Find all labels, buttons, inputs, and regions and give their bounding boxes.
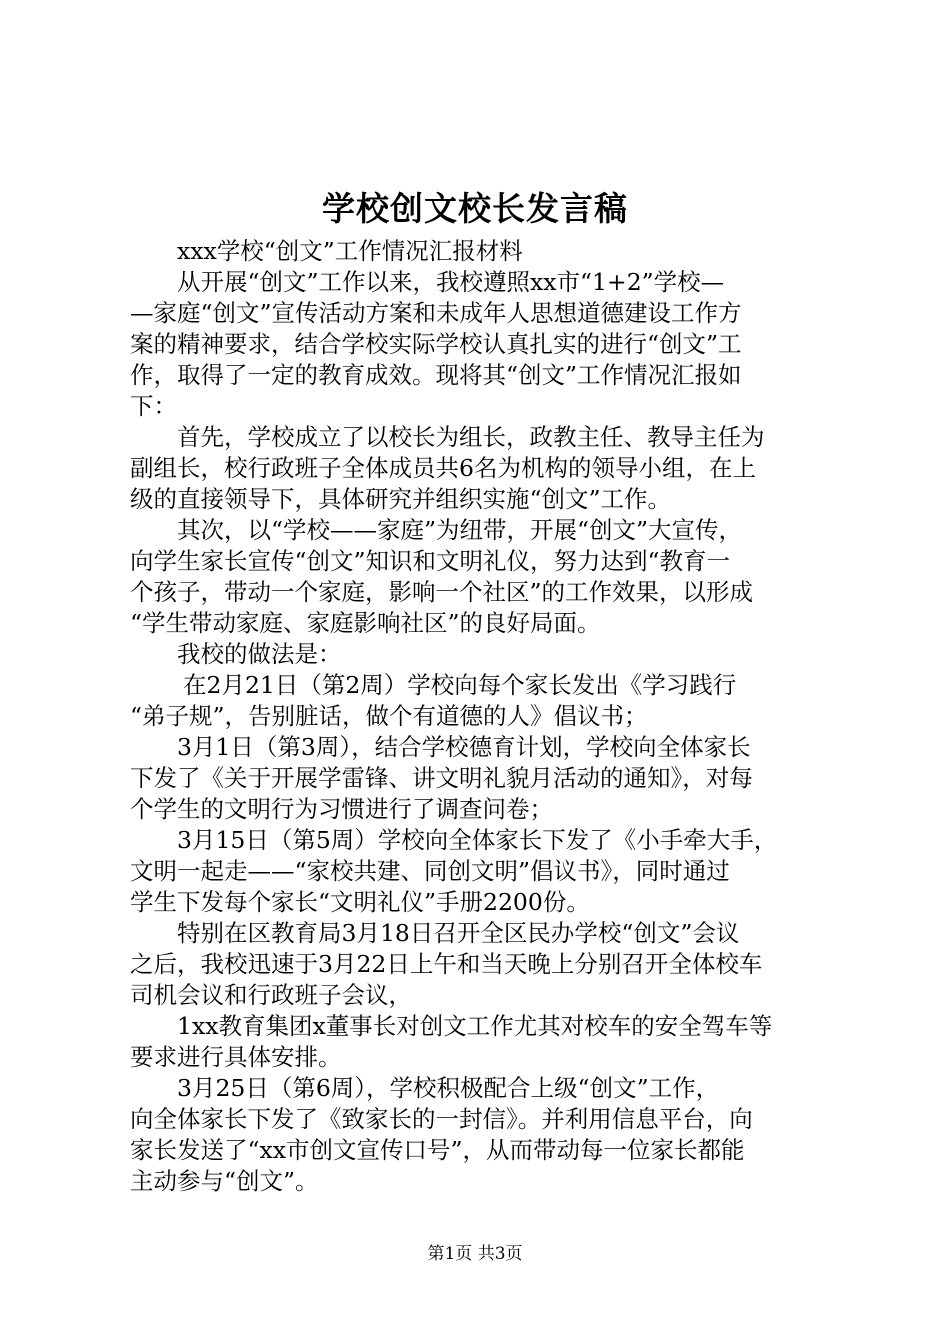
paragraph-line: 3月15日（第5周）学校向全体家长下发了《小手牵大手， bbox=[177, 826, 778, 854]
paragraph-line: 司机会议和行政班子会议， bbox=[130, 981, 412, 1009]
paragraph-line: 3月25日（第6周），学校积极配合上级“创文”工作， bbox=[177, 1074, 720, 1102]
paragraph-line: 我校的做法是： bbox=[177, 640, 342, 668]
paragraph-line: 从开展“创文”工作以来，我校遵照xx市“1+2”学校— bbox=[177, 268, 725, 296]
paragraph-line: 文明一起走——“家校共建、同创文明”倡议书》，同时通过 bbox=[130, 857, 730, 885]
paragraph-line: 其次，以“学校——家庭”为纽带，开展“创文”大宣传， bbox=[177, 516, 743, 544]
paragraph-line: 案的精神要求，结合学校实际学校认真扎实的进行“创文”工 bbox=[130, 330, 742, 358]
paragraph-line: 向学生家长宣传“创文”知识和文明礼仪，努力达到“教育一 bbox=[130, 547, 731, 575]
report-heading: xxx学校“创文”工作情况汇报材料 bbox=[177, 237, 523, 265]
paragraph-line: 要求进行具体安排。 bbox=[130, 1043, 342, 1071]
paragraph-line: 首先，学校成立了以校长为组长，政教主任、教导主任为 bbox=[177, 423, 765, 451]
paragraph-line: 个孩子，带动一个家庭，影响一个社区”的工作效果，以形成 bbox=[130, 578, 754, 606]
paragraph-line: 之后，我校迅速于3月22日上午和当天晚上分别召开全体校车 bbox=[130, 950, 763, 978]
paragraph-line: 3月1日（第3周），结合学校德育计划，学校向全体家长 bbox=[177, 733, 751, 761]
paragraph-line: 下发了《关于开展学雷锋、讲文明礼貌月活动的通知》，对每 bbox=[130, 764, 753, 792]
paragraph-line: 向全体家长下发了《致家长的一封信》。并利用信息平台，向 bbox=[130, 1105, 753, 1133]
paragraph-line: —家庭“创文”宣传活动方案和未成年人思想道德建设工作方 bbox=[130, 299, 742, 327]
paragraph-line: 在2月21日（第2周）学校向每个家长发出《学习践行 bbox=[183, 671, 737, 699]
paragraph-line: 下： bbox=[130, 392, 177, 420]
document-body bbox=[130, 236, 830, 1197]
paragraph-line: “学生带动家庭、家庭影响社区”的良好局面。 bbox=[130, 609, 601, 637]
paragraph-line: 学生下发每个家长“文明礼仪”手册2200份。 bbox=[130, 888, 590, 916]
document-title: 学校创文校长发言稿 bbox=[322, 189, 628, 228]
paragraph-line: 副组长，校行政班子全体成员共6名为机构的领导小组，在上 bbox=[130, 454, 756, 482]
paragraph-line: 个学生的文明行为习惯进行了调查问卷； bbox=[130, 795, 553, 823]
page-number: 第1页 共3页 bbox=[427, 1244, 523, 1264]
paragraph-line: 家长发送了“xx市创文宣传口号”，从而带动每一位家长都能 bbox=[130, 1136, 745, 1164]
paragraph-line: “弟子规”，告别脏话，做个有道德的人》倡议书； bbox=[130, 702, 648, 730]
paragraph-line: 主动参与“创文”。 bbox=[130, 1167, 319, 1195]
paragraph-line: 作，取得了一定的教育成效。现将其“创文”工作情况汇报如 bbox=[130, 361, 742, 389]
paragraph-line: 特别在区教育局3月18日召开全区民办学校“创文”会议 bbox=[177, 919, 740, 947]
paragraph-line: 级的直接领导下，具体研究并组织实施“创文”工作。 bbox=[130, 485, 672, 513]
paragraph-line: 1xx教育集团x董事长对创文工作尤其对校车的安全驾车等 bbox=[177, 1012, 773, 1040]
